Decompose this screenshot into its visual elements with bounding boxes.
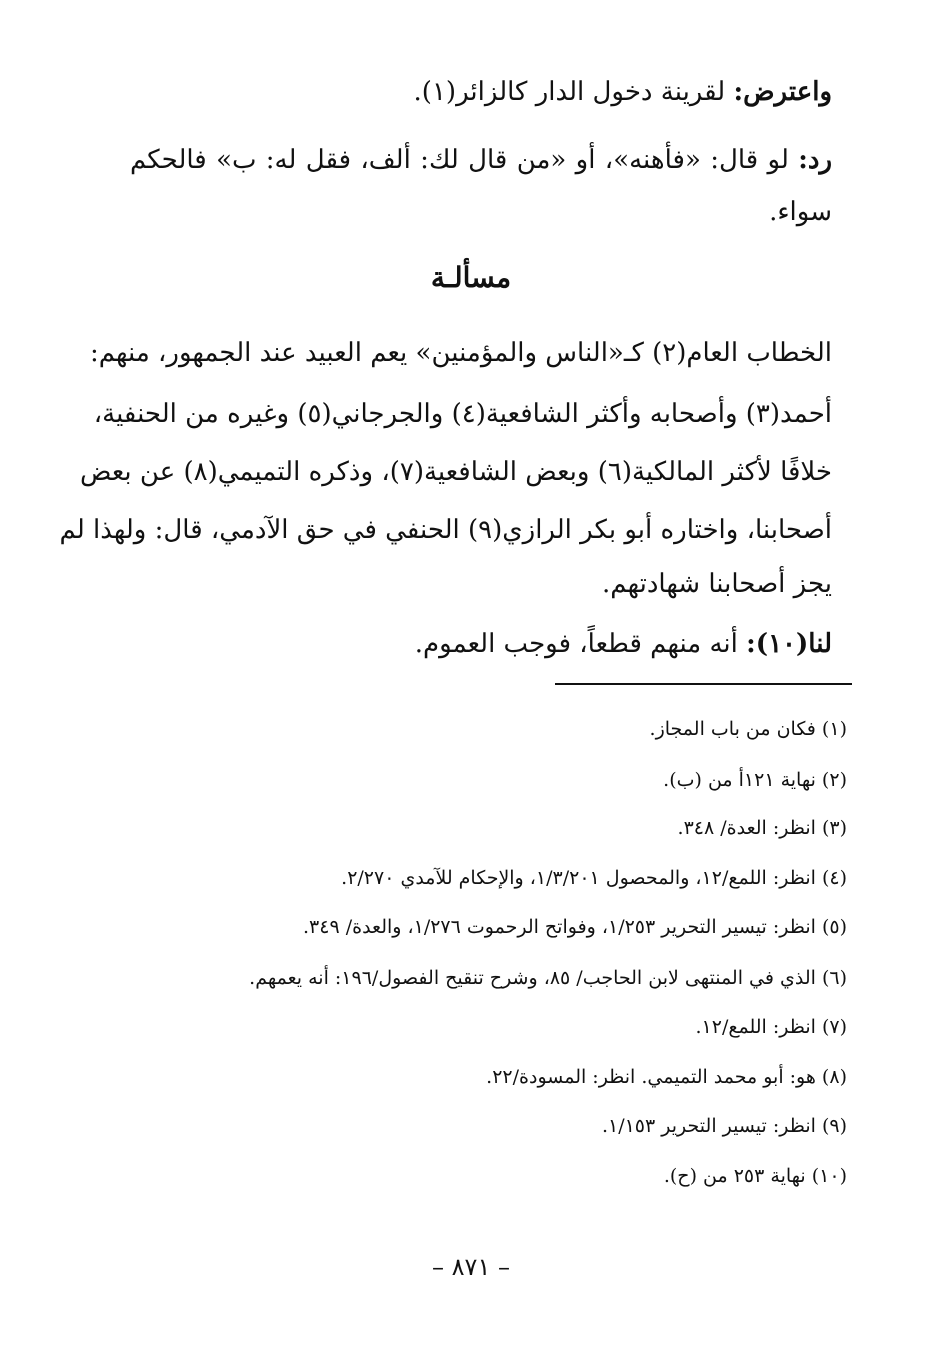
reply-line — [130, 140, 832, 180]
footnote-5: (٥) انظر: تيسير التحرير ١/٢٥٣، وفواتح الرحموت ١/٢٧٦، والعدة/ ٣٤٩. — [303, 916, 847, 938]
footnote-7: (٧) انظر: اللمع/١٢. — [695, 1016, 847, 1038]
reply-continuation: سواء. — [769, 197, 832, 227]
footnote-3: (٣) انظر: العدة/ ٣٤٨. — [677, 817, 847, 839]
body-line-5: يجز أصحابنا شهادتهم. — [602, 569, 832, 599]
body-line-2: أحمد(٣) وأصحابه وأكثر الشافعية(٤) والجرجاني(٥) وغيره من الحنفية، — [93, 399, 832, 429]
lana-label: لنا(١٠): — [746, 629, 832, 659]
footnote-separator — [555, 683, 852, 685]
objection-line — [414, 72, 832, 112]
footnote-1: (١) فكان من باب المجاز. — [649, 718, 847, 740]
body-line-4: أصحابنا، واختاره أبو بكر الرازي(٩) الحنفي في حق الآدمي، قال: ولهذا لم — [59, 515, 832, 545]
lana-text: أنه منهم قطعاً، فوجب العموم. — [414, 629, 738, 659]
footnote-8: (٨) هو: أبو محمد التميمي. انظر: المسودة/٢٢. — [486, 1066, 847, 1088]
objection-text: لقرينة دخول الدار كالزائر(١). — [413, 77, 726, 107]
body-line-3: خلافًا لأكثر المالكية(٦) وبعض الشافعية(٧)، وذكره التميمي(٨) عن بعض — [80, 457, 832, 487]
reply-text: لو قال: «فأهنه»، أو «من قال لك: ألف، فقل له: ب» فالحكم — [130, 145, 789, 175]
lana-line — [415, 624, 832, 664]
reply-label: رد: — [798, 145, 832, 175]
footnote-4: (٤) انظر: اللمع/١٢، والمحصول ١/٣/٢٠١، والإحكام للآمدي ٢/٢٧٠. — [341, 867, 847, 889]
footnote-6: (٦) الذي في المنتهى لابن الحاجب/ ٨٥، وشرح تنقيح الفصول/١٩٦: أنه يعمهم. — [249, 967, 847, 989]
footnote-10: (١٠) نهاية ٢٥٣ من (ح). — [663, 1165, 847, 1187]
section-heading: مسألـة — [430, 261, 512, 294]
objection-label: واعترض: — [733, 77, 832, 107]
page-number: – ٨٧١ – — [432, 1253, 510, 1281]
footnote-9: (٩) انظر: تيسير التحرير ١/١٥٣. — [601, 1115, 847, 1137]
body-line-1: الخطاب العام(٢) كـ«الناس والمؤمنين» يعم العبيد عند الجمهور، منهم: — [89, 338, 832, 368]
footnote-2: (٢) نهاية ١٢١أ من (ب). — [663, 769, 847, 791]
